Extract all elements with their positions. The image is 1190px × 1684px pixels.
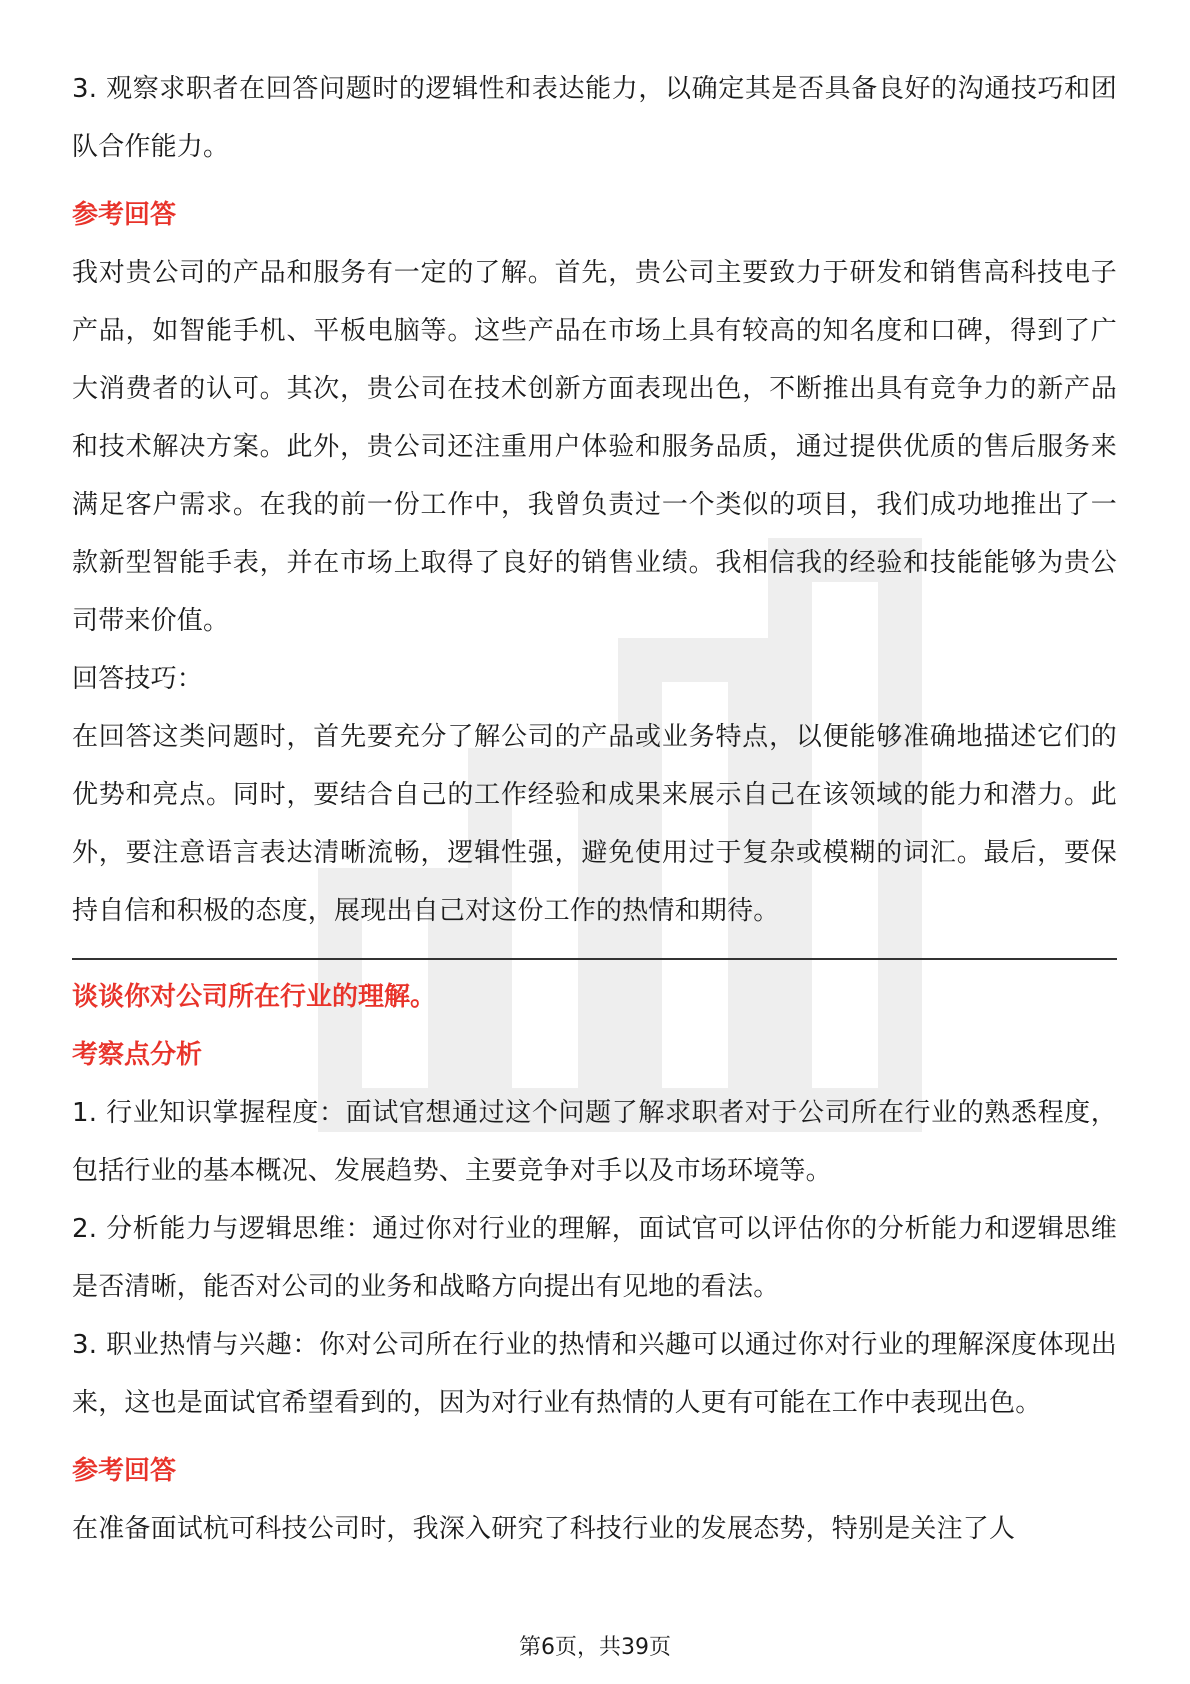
paragraph: 在回答这类问题时，首先要充分了解公司的产品或业务特点，以便能够准确地描述它们的优势和亮点。同时，要结合自己的工作经验和成果来展示自己在该领域的能力和潜力。此外，要注意语言表达清晰流畅，逻辑性强，避免使用过于复杂或模糊的词汇。最后，要保持自信和积极的态度，展现出自己对这份工作的热情和期待。 <box>72 722 1117 926</box>
section-heading: 参考回答 <box>72 200 177 230</box>
section-heading: 谈谈你对公司所在行业的理解。 <box>72 982 437 1012</box>
document-body <box>72 60 1117 1558</box>
section-heading: 考察点分析 <box>72 1040 203 1070</box>
paragraph: 3. 观察求职者在回答问题时的逻辑性和表达能力，以确定其是否具备良好的沟通技巧和团队合作能力。 <box>72 74 1117 162</box>
paragraph: 2. 分析能力与逻辑思维：通过你对行业的理解，面试官可以评估你的分析能力和逻辑思维是否清晰，能否对公司的业务和战略方向提出有见地的看法。 <box>72 1214 1117 1302</box>
section-divider <box>72 958 1117 960</box>
paragraph: 我对贵公司的产品和服务有一定的了解。首先，贵公司主要致力于研发和销售高科技电子产品，如智能手机、平板电脑等。这些产品在市场上具有较高的知名度和口碑，得到了广大消费者的认可。其次，贵公司在技术创新方面表现出色，不断推出具有竞争力的新产品和技术解决方案。此外，贵公司还注重用户体验和服务品质，通过提供优质的售后服务来满足客户需求。在我的前一份工作中，我曾负责过一个类似的项目，我们成功地推出了一款新型智能手表，并在市场上取得了良好的销售业绩。我相信我的经验和技能能够为贵公司带来价值。 <box>72 258 1117 636</box>
paragraph: 3. 职业热情与兴趣：你对公司所在行业的热情和兴趣可以通过你对行业的理解深度体现出来，这也是面试官希望看到的，因为对行业有热情的人更有可能在工作中表现出色。 <box>72 1330 1117 1418</box>
page-footer: 第6页，共39页 <box>519 1635 671 1660</box>
paragraph: 回答技巧： <box>72 664 204 694</box>
section-heading: 参考回答 <box>72 1456 177 1486</box>
paragraph: 1. 行业知识掌握程度：面试官想通过这个问题了解求职者对于公司所在行业的熟悉程度，包括行业的基本概况、发展趋势、主要竞争对手以及市场环境等。 <box>72 1098 1117 1186</box>
paragraph: 在准备面试杭可科技公司时，我深入研究了科技行业的发展态势，特别是关注了人 <box>72 1514 1016 1544</box>
